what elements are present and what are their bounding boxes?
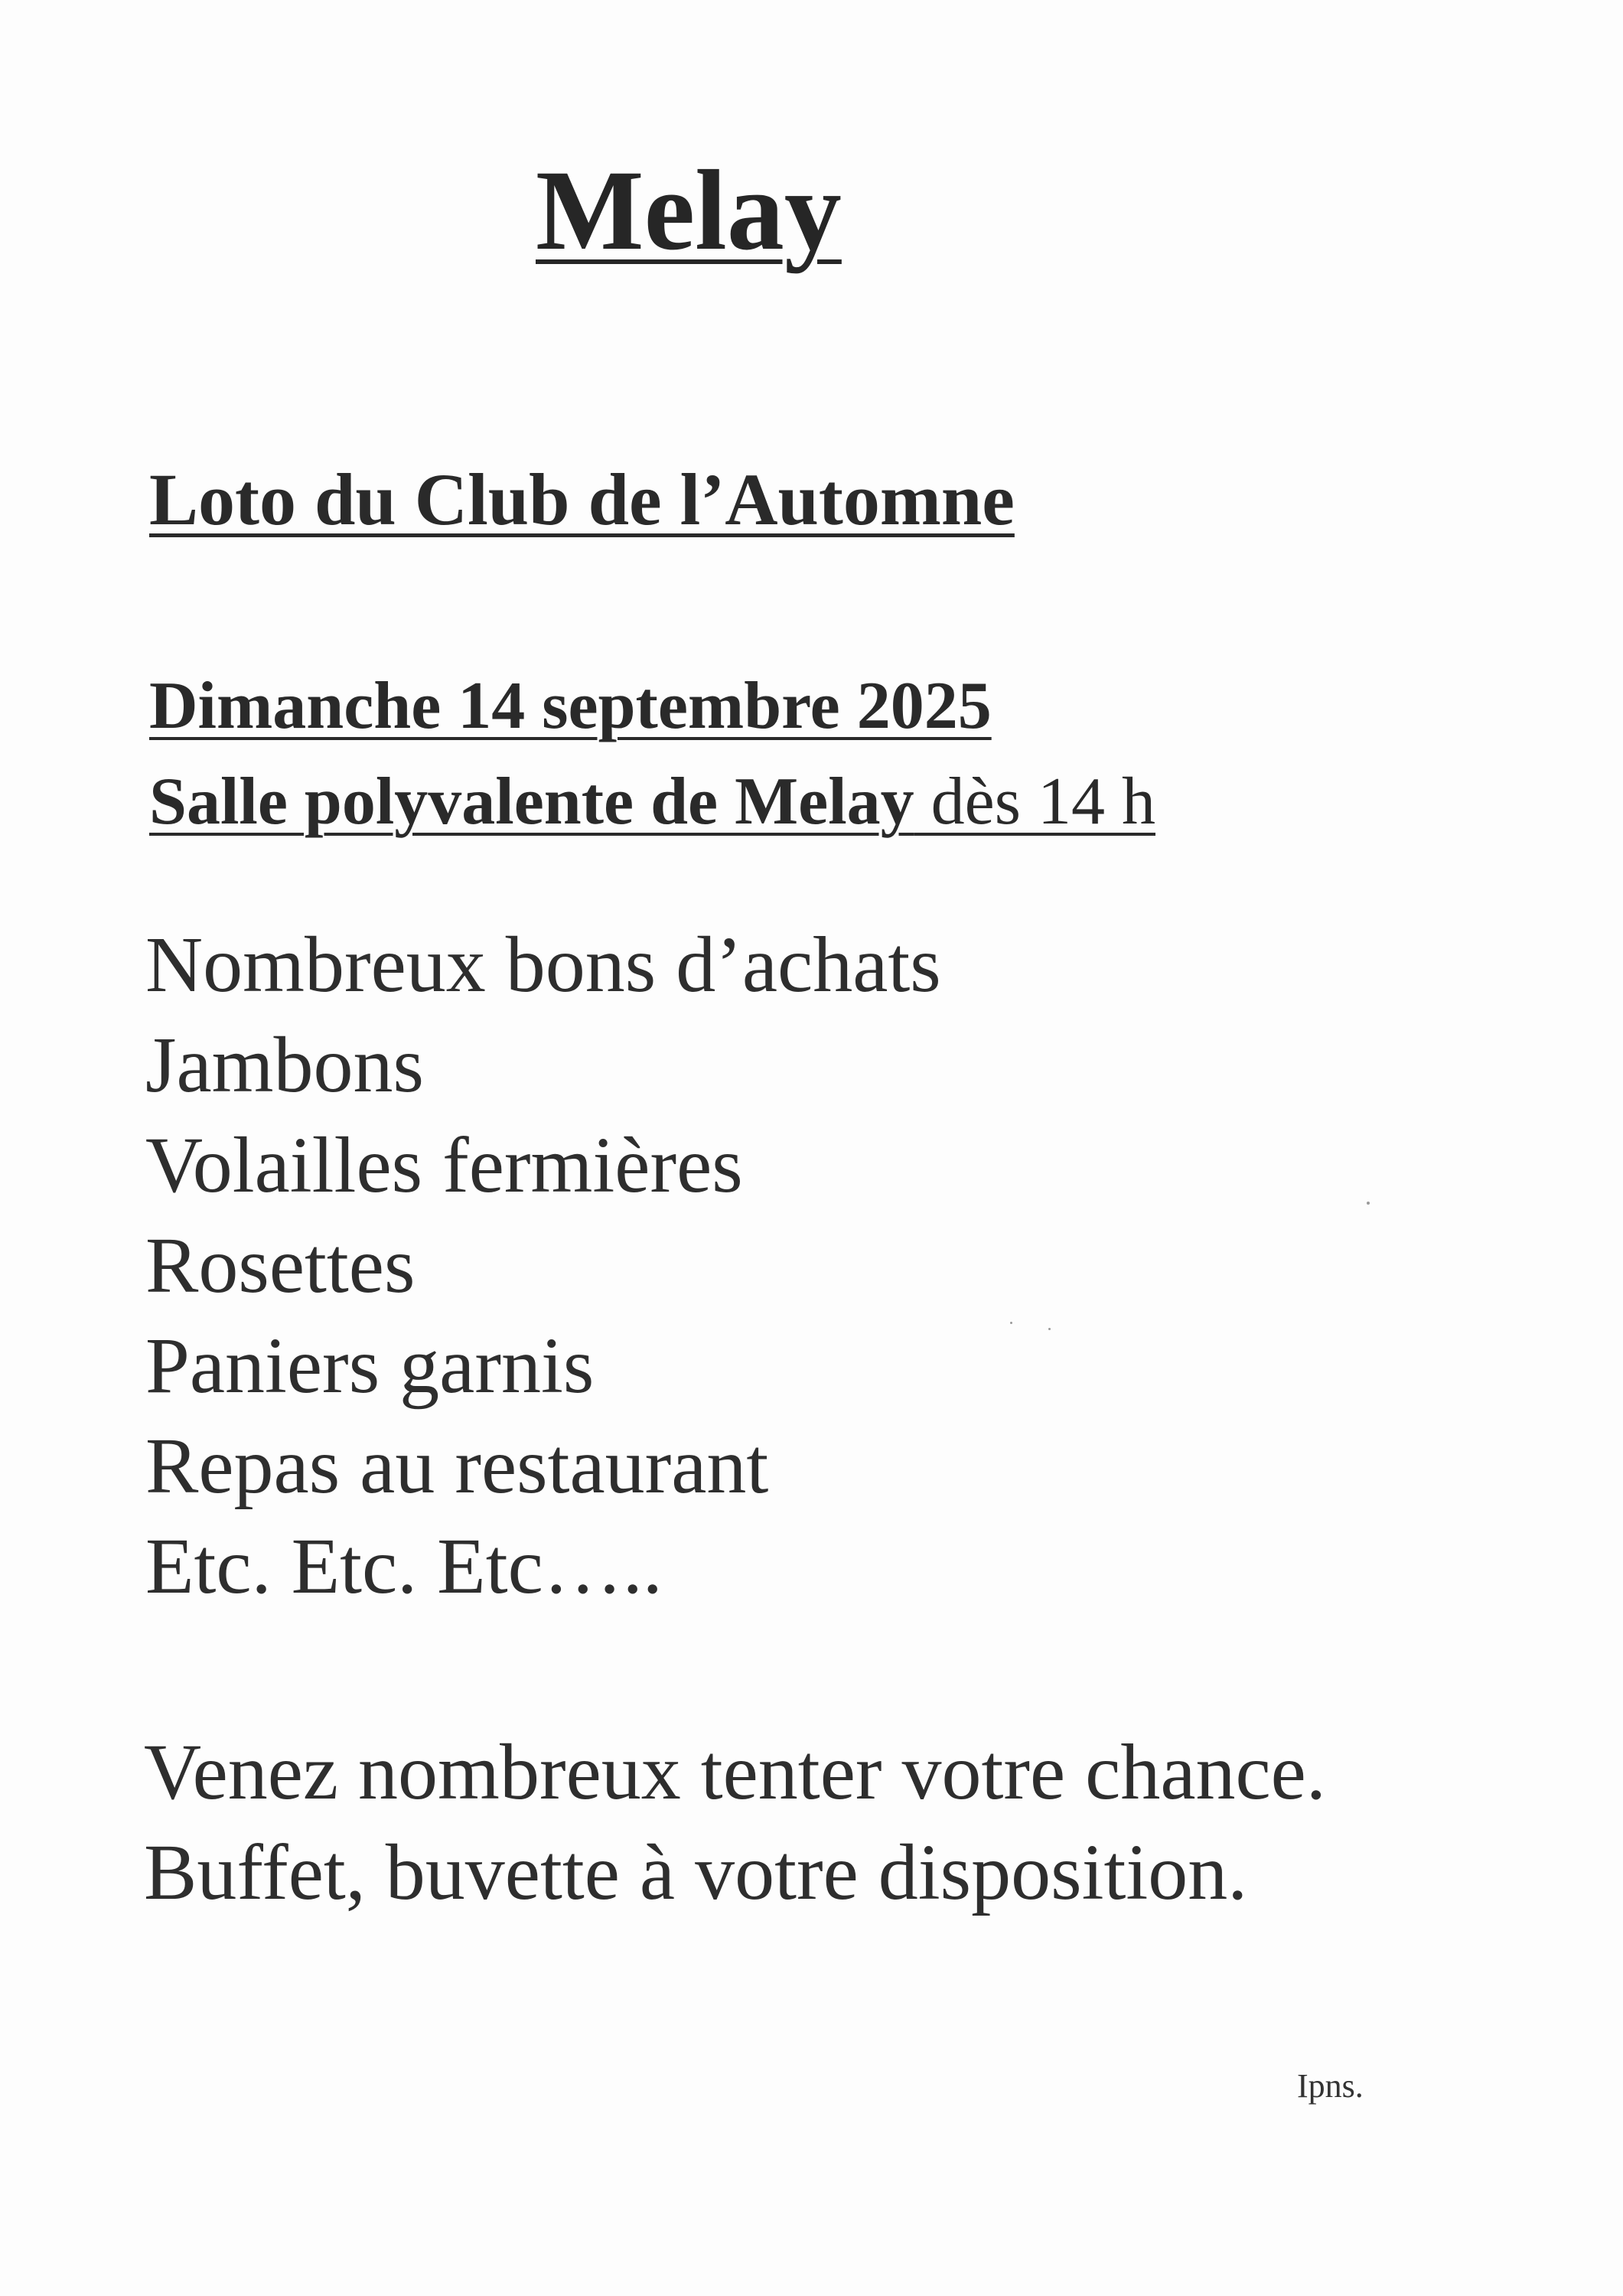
buffet-line: Buffet, buvette à votre disposition. (144, 1828, 1248, 1916)
scan-speck (1048, 1328, 1051, 1330)
list-item: Jambons (145, 1021, 424, 1109)
list-item: Repas au restaurant (145, 1422, 769, 1510)
ipns-note: Ipns. (1297, 2067, 1364, 2105)
list-item: Rosettes (145, 1221, 416, 1309)
invitation-line: Venez nombreux tenter votre chance. (144, 1728, 1326, 1816)
prize-list (145, 915, 941, 1616)
scan-speck (1367, 1202, 1370, 1205)
town-title: Melay (536, 147, 842, 274)
event-venue: Salle polyvalente de Melay (149, 765, 914, 839)
event-title: Loto du Club de l’Automne (149, 458, 1015, 540)
event-details (149, 658, 1155, 850)
list-item: Nombreux bons d’achats (145, 921, 941, 1009)
list-item: Volailles fermières (145, 1121, 743, 1209)
event-date: Dimanche 14 septembre 2025 (149, 669, 992, 743)
list-item: Etc. Etc. Etc….. (145, 1522, 663, 1610)
scan-speck (1010, 1322, 1012, 1324)
event-time: dès 14 h (914, 765, 1155, 839)
list-item: Paniers garnis (145, 1322, 595, 1410)
closing-message (144, 1722, 1326, 1923)
event-location-line (149, 754, 1155, 850)
